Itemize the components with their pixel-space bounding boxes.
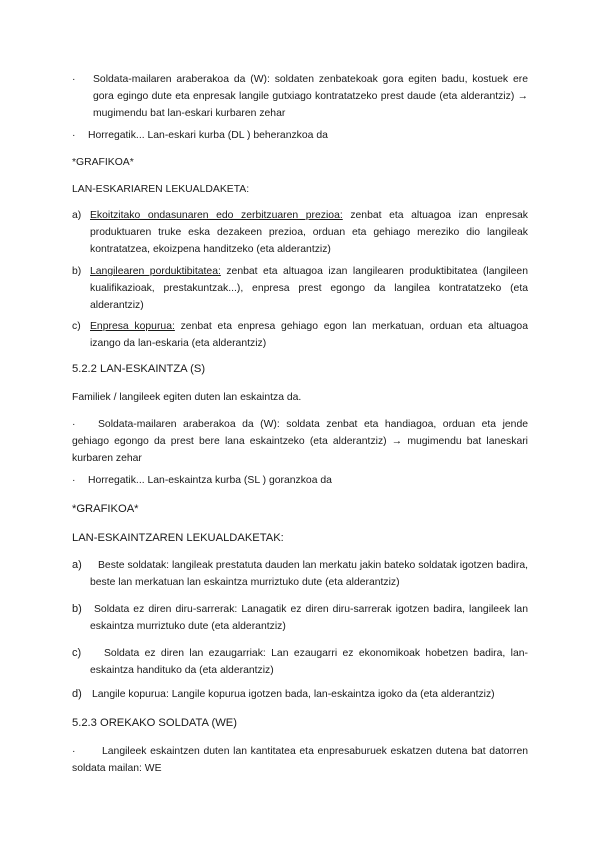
section-heading-523: 5.2.3 OREKAKO SOLDATA (WE) bbox=[72, 717, 237, 729]
grafikoa-label: *GRAFIKOA* bbox=[72, 503, 139, 515]
list-marker: a) bbox=[72, 210, 82, 221]
bullet-dot: · bbox=[72, 746, 76, 757]
term-prezioa: Ekoitzitako ondasunaren edo zerbitzuaren prezioa: bbox=[90, 210, 343, 221]
list-marker: b) bbox=[72, 266, 82, 277]
list-marker: c) bbox=[72, 647, 82, 659]
paragraph-horregatik-eskaintza: Horregatik... Lan-eskaintza kurba (SL ) goranzkoa da bbox=[88, 475, 332, 486]
paragraph-soldata-eskari: Soldata-mailaren araberakoa da (W): soldaten zenbatekoak gora egiten badu, kostuek ere gora egingo dute eta enpresak langile gutxiago kontratatzeko prest daude (eta alderantziz) → mugimendu bat lan-eskari kurbaren zehar bbox=[93, 74, 528, 119]
paragraph-horregatik-eskari: Horregatik... Lan-eskari kurba (DL ) beheranzkoa da bbox=[88, 130, 328, 141]
list-item-diru-sarrerak: Soldata ez diren diru-sarrerak: Lanagatik ez diren diru-sarrerak igotzen badira, langileek lan eskaintza murriztuko dute (eta alderantziz) bbox=[90, 604, 528, 632]
list-marker: d) bbox=[72, 688, 82, 700]
heading-lan-eskari-lekualdaketa: LAN-ESKARIAREN LEKUALDAKETA: bbox=[72, 184, 250, 195]
heading-lan-eskaintza-lekualdaketak: LAN-ESKAINTZAREN LEKUALDAKETAK: bbox=[72, 532, 284, 544]
term-produktibitatea: Langilearen porduktibitatea: bbox=[90, 266, 221, 277]
list-item-beste-soldatak: Beste soldatak: langileak prestatuta dauden lan merkatu jakin bateko soldatak igotzen badira, beste lan merkatuan lan eskaintza murriztuko dute (eta alderantziz) bbox=[90, 560, 528, 588]
bullet-dot: · bbox=[72, 475, 76, 486]
bullet-dot: · bbox=[72, 74, 76, 85]
bullet-dot: · bbox=[72, 419, 76, 430]
list-marker: c) bbox=[72, 321, 81, 332]
list-marker: b) bbox=[72, 603, 82, 615]
paragraph-soldata-eskaintza: Soldata-mailaren araberakoa da (W): soldata zenbat eta handiagoa, orduan eta jende gehiago egongo da prest bere lana eskaintzeko (eta alderantziz) → mugimendu bat laneskari kurbaren zehar bbox=[72, 419, 528, 464]
paragraph-intro-eskaintza: Familiek / langileek egiten duten lan eskaintza da. bbox=[72, 392, 302, 403]
list-marker: a) bbox=[72, 559, 82, 571]
list-item-prezioa: Ekoitzitako ondasunaren edo zerbitzuaren prezioa: zenbat eta altuagoa izan enpresak produktuaren truke eska dezakeen prezioa, orduan eta gehiago mereziko dio langileak kontratatzea, ekoizpena handitzeko (eta alderantziz) bbox=[90, 210, 529, 255]
grafikoa-label: *GRAFIKOA* bbox=[72, 157, 134, 168]
bullet-dot: · bbox=[72, 130, 76, 141]
term-enpresa-kopurua: Enpresa kopurua: bbox=[90, 321, 175, 332]
list-item-lan-ezaugarriak: Soldata ez diren lan ezaugarriak: Lan ezaugarri ez ekonomikoak hobetzen badira, lan-eskaintza handituko da (eta alderantziz) bbox=[90, 648, 528, 676]
section-heading-522: 5.2.2 LAN-ESKAINTZA (S) bbox=[72, 363, 206, 375]
paragraph-orekako-soldata: Langileek eskaintzen duten lan kantitatea eta enpresaburuek eskatzen dutena bat datorren soldata mailan: WE bbox=[72, 746, 528, 774]
list-item-langile-kopurua: Langile kopurua: Langile kopurua igotzen bada, lan-eskaintza igoko da (eta alderantziz) bbox=[92, 689, 495, 700]
list-item-produktibitatea: Langilearen porduktibitatea: zenbat eta altuagoa izan langilearen produktibitatea (langileen kualifikazioak, prestakuntzak...), enpresa prest egongo da langilea kontratatzeko (eta alderantziz) bbox=[90, 266, 528, 311]
list-item-enpresa-kopurua: Enpresa kopurua: zenbat eta enpresa gehiago egon lan merkatuan, orduan eta altuagoa izango da lan-eskaria (eta alderantziz) bbox=[90, 321, 528, 349]
